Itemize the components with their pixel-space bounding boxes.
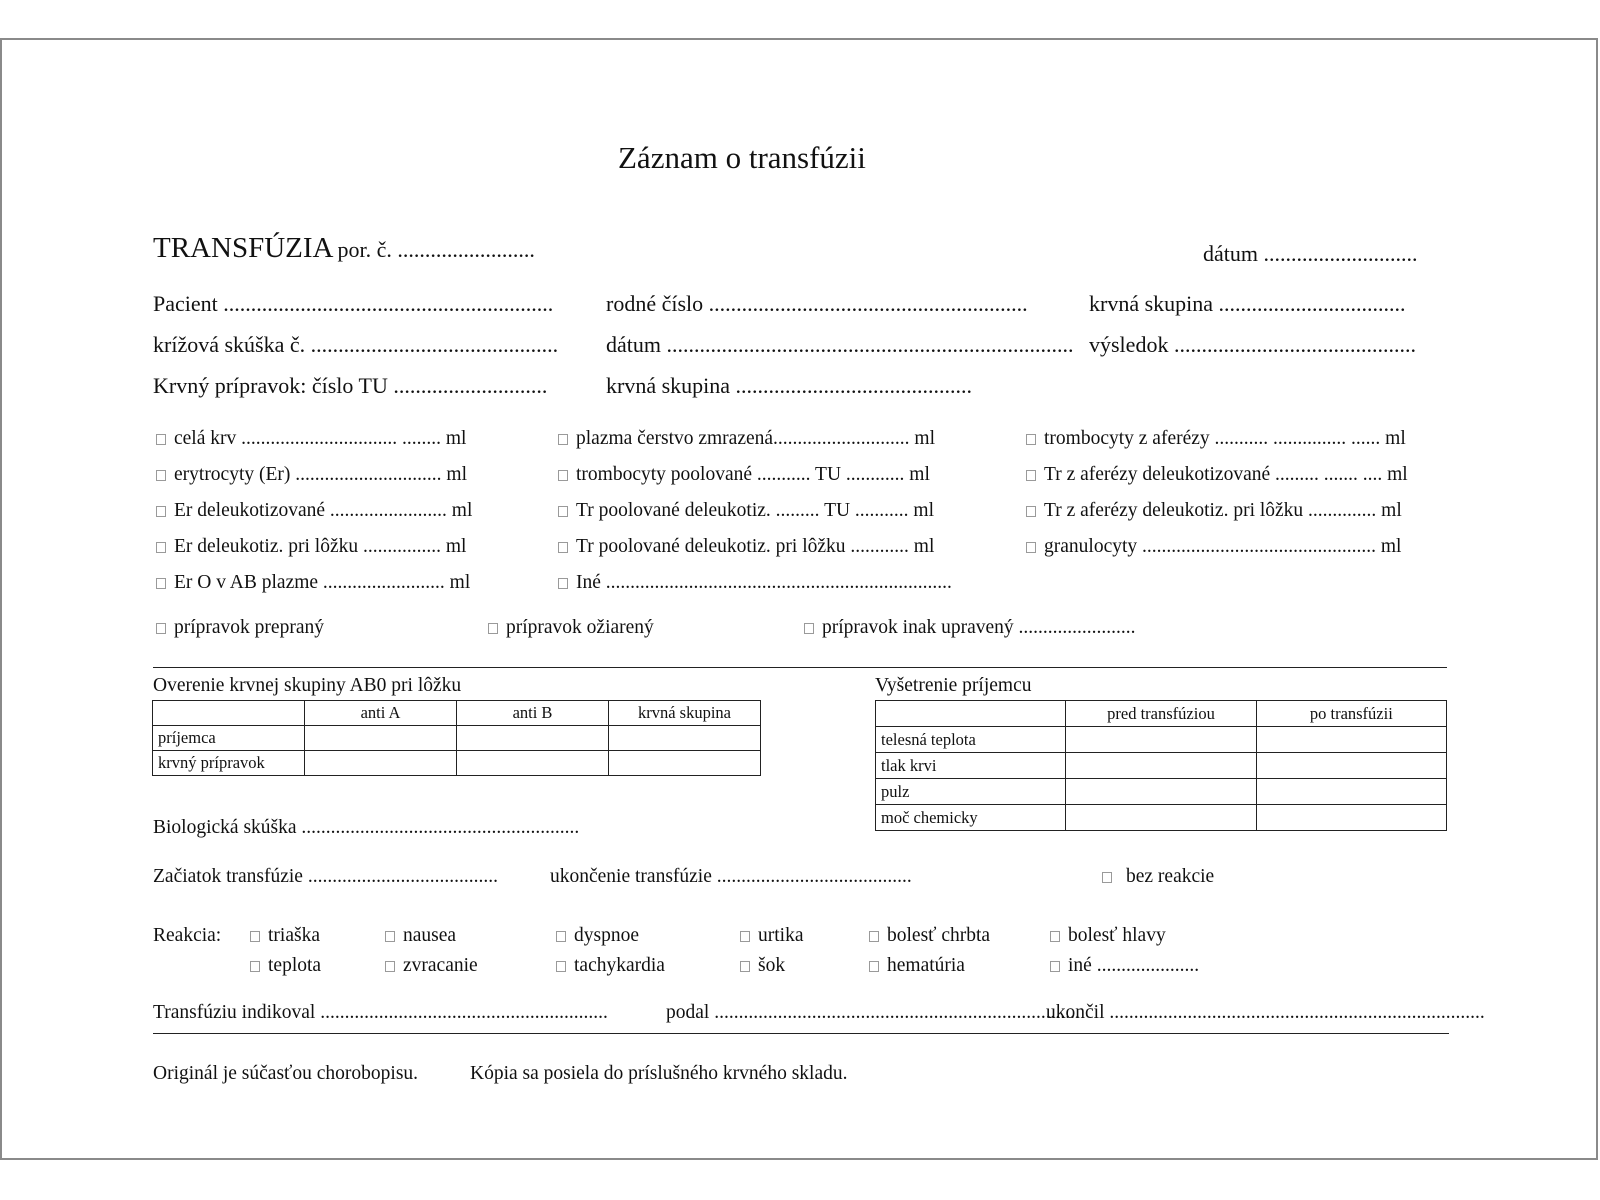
krvna-skupina-field[interactable]: krvná skupina .................................. [1089, 291, 1406, 316]
checkbox[interactable] [156, 434, 166, 445]
table-cell[interactable] [609, 751, 761, 776]
poradove-cislo-field[interactable]: por. č. ......................... [337, 237, 535, 262]
table-cell[interactable] [1256, 805, 1446, 831]
podal-field[interactable]: podal ........................................................................... [666, 1002, 1080, 1023]
pripravok-oziareny[interactable]: prípravok ožiarený [488, 617, 654, 639]
checkbox[interactable] [869, 961, 879, 972]
table-row [876, 779, 1447, 805]
table-cell[interactable] [1066, 727, 1256, 753]
zaciatok-transfuzie-field[interactable]: Začiatok transfúzie ....................................... [153, 866, 498, 887]
table-cell[interactable] [457, 751, 609, 776]
row-label: tlak krvi [876, 753, 1066, 779]
table-cell[interactable] [1256, 727, 1446, 753]
product-item[interactable]: celá krv ................................ ........ ml [156, 428, 466, 450]
reakcia-option[interactable]: dyspnoe [556, 925, 639, 947]
reakcia-label: Reakcia: [153, 925, 222, 946]
checkbox[interactable] [1050, 931, 1060, 942]
reakcia-option[interactable]: nausea [385, 925, 456, 947]
checkbox[interactable] [156, 470, 166, 481]
row-label: krvný prípravok [153, 751, 305, 776]
product-item[interactable]: trombocyty poolované ........... TU ............ ml [558, 464, 930, 486]
checkbox[interactable] [1102, 872, 1112, 883]
table-header: po transfúzii [1256, 701, 1446, 727]
checkbox[interactable] [156, 623, 166, 634]
row-label: moč chemicky [876, 805, 1066, 831]
table-cell[interactable] [1066, 753, 1256, 779]
reakcia-option[interactable]: teplota [250, 955, 321, 977]
product-item[interactable]: Tr poolované deleukotiz. ......... TU ........... ml [558, 500, 934, 522]
checkbox[interactable] [556, 961, 566, 972]
bez-reakcie[interactable]: bez reakcie [1102, 866, 1214, 888]
product-item[interactable]: trombocyty z aferézy ........... ............... ...... ml [1026, 428, 1406, 450]
transfuzia-label: TRANSFÚZIA [153, 232, 334, 264]
table-cell[interactable] [1256, 753, 1446, 779]
footer-copy-note: Kópia sa posiela do príslušného krvného skladu. [470, 1063, 848, 1084]
krvna-skupina-pripravku-field[interactable]: krvná skupina ........................................... [606, 373, 973, 398]
reakcia-option[interactable]: triaška [250, 925, 320, 947]
ab0-table [152, 700, 761, 776]
table-header: anti B [457, 701, 609, 726]
form-sheet [0, 38, 1598, 1160]
table-header: pred transfúziou [1066, 701, 1256, 727]
product-item[interactable]: Er deleukotizované ........................ ml [156, 500, 472, 522]
datum-field[interactable]: dátum ............................ [1203, 241, 1418, 266]
product-item[interactable]: Tr poolované deleukotiz. pri lôžku ............ ml [558, 536, 934, 558]
checkbox[interactable] [740, 961, 750, 972]
reakcia-option[interactable]: iné ..................... [1050, 955, 1199, 977]
reakcia-option[interactable]: urtika [740, 925, 803, 947]
checkbox[interactable] [558, 506, 568, 517]
checkbox[interactable] [488, 623, 498, 634]
row-label: pulz [876, 779, 1066, 805]
cislo-tu-field[interactable]: Krvný prípravok: číslo TU ............................ [153, 373, 548, 398]
row-label: telesná teplota [876, 727, 1066, 753]
divider [153, 667, 1447, 668]
product-item[interactable]: Tr z aferézy deleukotizované ......... ....... .... ml [1026, 464, 1408, 486]
checkbox[interactable] [558, 578, 568, 589]
table-cell[interactable] [1066, 805, 1256, 831]
checkbox[interactable] [385, 931, 395, 942]
product-item[interactable]: Er deleukotiz. pri lôžku ................ ml [156, 536, 466, 558]
vysetrenie-heading: Vyšetrenie príjemcu [875, 675, 1032, 696]
product-item[interactable]: plazma čerstvo zmrazená............................ ml [558, 428, 935, 450]
checkbox[interactable] [556, 931, 566, 942]
table-row [876, 753, 1447, 779]
checkbox[interactable] [804, 623, 814, 634]
checkbox[interactable] [156, 578, 166, 589]
vysetrenie-table [875, 700, 1447, 831]
reakcia-option[interactable]: šok [740, 955, 785, 977]
product-item[interactable]: granulocyty ................................................ ml [1026, 536, 1401, 558]
checkbox[interactable] [250, 961, 260, 972]
krizova-skuska-field[interactable]: krížová skúška č. ............................................. [153, 332, 559, 357]
reakcia-option[interactable]: tachykardia [556, 955, 665, 977]
reakcia-option[interactable]: hematúria [869, 955, 965, 977]
pripravok-inak-upraveny[interactable]: prípravok inak upravený ........................ [804, 617, 1136, 639]
table-row [153, 726, 761, 751]
checkbox[interactable] [385, 961, 395, 972]
reakcia-option[interactable]: bolesť hlavy [1050, 925, 1166, 947]
table-cell[interactable] [305, 726, 457, 751]
divider [153, 1033, 1449, 1034]
reakcia-option[interactable]: zvracanie [385, 955, 478, 977]
table-header: krvná skupina [609, 701, 761, 726]
product-item[interactable]: Tr z aferézy deleukotiz. pri lôžku .............. ml [1026, 500, 1402, 522]
vysledok-field[interactable]: výsledok ............................................ [1089, 332, 1416, 357]
table-cell[interactable] [1066, 779, 1256, 805]
checkbox[interactable] [156, 506, 166, 517]
indikoval-field[interactable]: Transfúziu indikoval ........................................................... [153, 1002, 608, 1023]
footer-original-note: Originál je súčasťou chorobopisu. [153, 1063, 419, 1084]
checkbox[interactable] [156, 542, 166, 553]
table-row [876, 727, 1447, 753]
datum-skusky-field[interactable]: dátum .......................................................................... [606, 332, 1074, 357]
table-cell[interactable] [305, 751, 457, 776]
checkbox[interactable] [558, 434, 568, 445]
product-item[interactable]: erytrocyty (Er) .............................. ml [156, 464, 467, 486]
checkbox[interactable] [1026, 470, 1036, 481]
table-cell[interactable] [1256, 779, 1446, 805]
table-header: anti A [305, 701, 457, 726]
table-cell[interactable] [457, 726, 609, 751]
biologicka-skuska-field[interactable]: Biologická skúška ......................................................... [153, 817, 580, 838]
product-item[interactable]: Er O v AB plazme ......................... ml [156, 572, 470, 594]
pripravok-prepany[interactable]: prípravok prepraný [156, 617, 324, 639]
checkbox[interactable] [1026, 434, 1036, 445]
table-row [876, 805, 1447, 831]
table-row [153, 751, 761, 776]
ab0-heading: Overenie krvnej skupiny AB0 pri lôžku [153, 675, 462, 696]
checkbox[interactable] [869, 931, 879, 942]
checkbox[interactable] [558, 470, 568, 481]
ukoncenie-transfuzie-field[interactable]: ukončenie transfúzie ........................................ [550, 866, 912, 887]
rodne-cislo-field[interactable]: rodné číslo .......................................................... [606, 291, 1028, 316]
checkbox[interactable] [1026, 542, 1036, 553]
page-title: Záznam o transfúzii [618, 140, 866, 175]
table-cell[interactable] [609, 726, 761, 751]
product-item[interactable]: Iné ....................................................................... [558, 572, 952, 594]
checkbox[interactable] [1026, 506, 1036, 517]
pacient-field[interactable]: Pacient ............................................................ [153, 291, 554, 316]
transfuzia-header [153, 232, 535, 265]
checkbox[interactable] [250, 931, 260, 942]
row-label: príjemca [153, 726, 305, 751]
checkbox[interactable] [1050, 961, 1060, 972]
ukoncil-field[interactable]: ukončil ............................................................................. [1046, 1002, 1485, 1023]
checkbox[interactable] [558, 542, 568, 553]
checkbox[interactable] [740, 931, 750, 942]
reakcia-option[interactable]: bolesť chrbta [869, 925, 990, 947]
table-header [876, 701, 1066, 727]
table-header [153, 701, 305, 726]
